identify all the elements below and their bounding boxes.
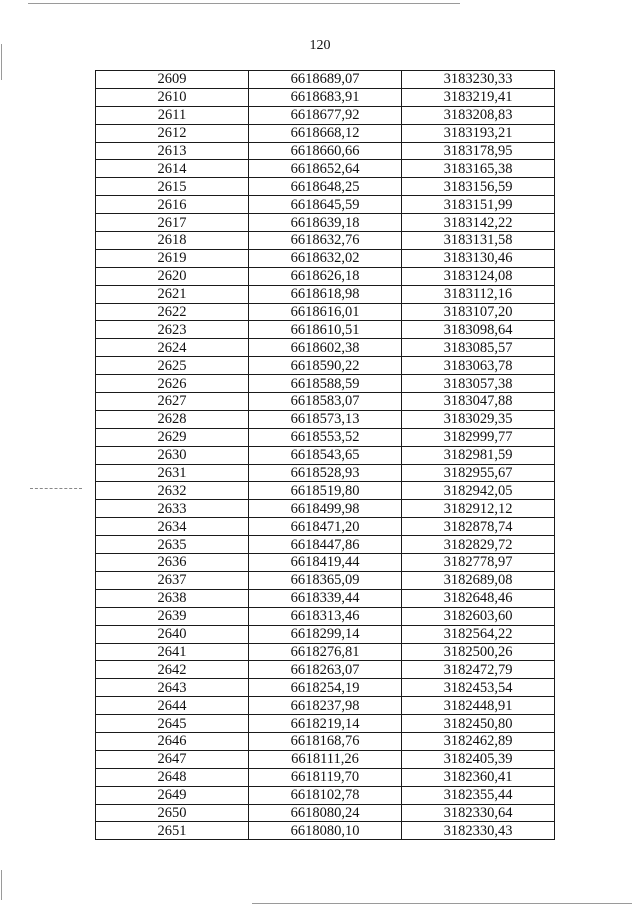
y-coordinate-cell: 3182778,97: [402, 554, 555, 572]
x-coordinate-cell: 6618689,07: [249, 71, 402, 89]
x-coordinate-cell: 6618168,76: [249, 732, 402, 750]
x-coordinate-cell: 6618683,91: [249, 88, 402, 106]
point-number-cell: 2644: [96, 697, 249, 715]
y-coordinate-cell: 3182689,08: [402, 571, 555, 589]
point-number-cell: 2645: [96, 715, 249, 733]
x-coordinate-cell: 6618639,18: [249, 214, 402, 232]
y-coordinate-cell: 3183130,46: [402, 249, 555, 267]
table-row: [96, 428, 555, 446]
point-number-cell: 2642: [96, 661, 249, 679]
table-row: [96, 214, 555, 232]
coordinates-table-body: [96, 71, 555, 840]
table-row: [96, 715, 555, 733]
x-coordinate-cell: 6618583,07: [249, 393, 402, 411]
point-number-cell: 2635: [96, 536, 249, 554]
point-number-cell: 2632: [96, 482, 249, 500]
y-coordinate-cell: 3182648,46: [402, 589, 555, 607]
y-coordinate-cell: 3183142,22: [402, 214, 555, 232]
x-coordinate-cell: 6618616,01: [249, 303, 402, 321]
x-coordinate-cell: 6618276,81: [249, 643, 402, 661]
table-row: [96, 804, 555, 822]
y-coordinate-cell: 3183156,59: [402, 178, 555, 196]
x-coordinate-cell: 6618648,25: [249, 178, 402, 196]
point-number-cell: 2618: [96, 232, 249, 250]
point-number-cell: 2637: [96, 571, 249, 589]
point-number-cell: 2640: [96, 625, 249, 643]
x-coordinate-cell: 6618626,18: [249, 267, 402, 285]
scan-border-left-lower: [1, 870, 2, 900]
x-coordinate-cell: 6618668,12: [249, 124, 402, 142]
point-number-cell: 2621: [96, 285, 249, 303]
x-coordinate-cell: 6618610,51: [249, 321, 402, 339]
table-row: [96, 321, 555, 339]
y-coordinate-cell: 3183112,16: [402, 285, 555, 303]
point-number-cell: 2629: [96, 428, 249, 446]
x-coordinate-cell: 6618254,19: [249, 679, 402, 697]
y-coordinate-cell: 3182450,80: [402, 715, 555, 733]
table-row: [96, 518, 555, 536]
x-coordinate-cell: 6618313,46: [249, 607, 402, 625]
y-coordinate-cell: 3183219,41: [402, 88, 555, 106]
table-row: [96, 697, 555, 715]
table-row: [96, 267, 555, 285]
point-number-cell: 2641: [96, 643, 249, 661]
x-coordinate-cell: 6618632,02: [249, 249, 402, 267]
table-row: [96, 285, 555, 303]
x-coordinate-cell: 6618543,65: [249, 446, 402, 464]
table-row: [96, 178, 555, 196]
y-coordinate-cell: 3183047,88: [402, 393, 555, 411]
y-coordinate-cell: 3182603,60: [402, 607, 555, 625]
x-coordinate-cell: 6618219,14: [249, 715, 402, 733]
table-row: [96, 643, 555, 661]
scan-artifact-dash: [30, 488, 82, 489]
point-number-cell: 2634: [96, 518, 249, 536]
y-coordinate-cell: 3182448,91: [402, 697, 555, 715]
point-number-cell: 2625: [96, 357, 249, 375]
x-coordinate-cell: 6618339,44: [249, 589, 402, 607]
table-row: [96, 536, 555, 554]
x-coordinate-cell: 6618618,98: [249, 285, 402, 303]
table-row: [96, 750, 555, 768]
point-number-cell: 2628: [96, 410, 249, 428]
x-coordinate-cell: 6618119,70: [249, 768, 402, 786]
x-coordinate-cell: 6618553,52: [249, 428, 402, 446]
point-number-cell: 2633: [96, 500, 249, 518]
x-coordinate-cell: 6618080,10: [249, 822, 402, 840]
table-row: [96, 589, 555, 607]
point-number-cell: 2643: [96, 679, 249, 697]
table-row: [96, 196, 555, 214]
table-row: [96, 768, 555, 786]
y-coordinate-cell: 3182330,64: [402, 804, 555, 822]
point-number-cell: 2620: [96, 267, 249, 285]
table-row: [96, 393, 555, 411]
table-row: [96, 571, 555, 589]
y-coordinate-cell: 3182355,44: [402, 786, 555, 804]
scan-border-top: [28, 3, 460, 4]
y-coordinate-cell: 3182500,26: [402, 643, 555, 661]
point-number-cell: 2630: [96, 446, 249, 464]
point-number-cell: 2649: [96, 786, 249, 804]
point-number-cell: 2623: [96, 321, 249, 339]
table-row: [96, 160, 555, 178]
table-row: [96, 232, 555, 250]
x-coordinate-cell: 6618590,22: [249, 357, 402, 375]
point-number-cell: 2639: [96, 607, 249, 625]
point-number-cell: 2636: [96, 554, 249, 572]
table-row: [96, 661, 555, 679]
y-coordinate-cell: 3183124,08: [402, 267, 555, 285]
y-coordinate-cell: 3183193,21: [402, 124, 555, 142]
x-coordinate-cell: 6618588,59: [249, 375, 402, 393]
point-number-cell: 2612: [96, 124, 249, 142]
table-row: [96, 822, 555, 840]
y-coordinate-cell: 3182999,77: [402, 428, 555, 446]
table-row: [96, 303, 555, 321]
y-coordinate-cell: 3182405,39: [402, 750, 555, 768]
x-coordinate-cell: 6618677,92: [249, 106, 402, 124]
point-number-cell: 2648: [96, 768, 249, 786]
point-number-cell: 2638: [96, 589, 249, 607]
point-number-cell: 2651: [96, 822, 249, 840]
page-number: 120: [309, 38, 331, 53]
table-row: [96, 446, 555, 464]
table-row: [96, 106, 555, 124]
y-coordinate-cell: 3182955,67: [402, 464, 555, 482]
y-coordinate-cell: 3182472,79: [402, 661, 555, 679]
y-coordinate-cell: 3182564,22: [402, 625, 555, 643]
table-row: [96, 249, 555, 267]
y-coordinate-cell: 3182942,05: [402, 482, 555, 500]
y-coordinate-cell: 3183085,57: [402, 339, 555, 357]
x-coordinate-cell: 6618499,98: [249, 500, 402, 518]
table-row: [96, 500, 555, 518]
point-number-cell: 2619: [96, 249, 249, 267]
scan-border-bottom: [252, 903, 632, 904]
table-row: [96, 375, 555, 393]
x-coordinate-cell: 6618652,64: [249, 160, 402, 178]
point-number-cell: 2631: [96, 464, 249, 482]
x-coordinate-cell: 6618519,80: [249, 482, 402, 500]
y-coordinate-cell: 3183230,33: [402, 71, 555, 89]
table-row: [96, 124, 555, 142]
point-number-cell: 2611: [96, 106, 249, 124]
x-coordinate-cell: 6618573,13: [249, 410, 402, 428]
x-coordinate-cell: 6618645,59: [249, 196, 402, 214]
point-number-cell: 2646: [96, 732, 249, 750]
table-row: [96, 142, 555, 160]
table-row: [96, 339, 555, 357]
table-row: [96, 357, 555, 375]
x-coordinate-cell: 6618102,78: [249, 786, 402, 804]
point-number-cell: 2626: [96, 375, 249, 393]
point-number-cell: 2616: [96, 196, 249, 214]
x-coordinate-cell: 6618471,20: [249, 518, 402, 536]
table-row: [96, 464, 555, 482]
y-coordinate-cell: 3182878,74: [402, 518, 555, 536]
table-row: [96, 554, 555, 572]
x-coordinate-cell: 6618237,98: [249, 697, 402, 715]
y-coordinate-cell: 3182981,59: [402, 446, 555, 464]
point-number-cell: 2622: [96, 303, 249, 321]
x-coordinate-cell: 6618660,66: [249, 142, 402, 160]
y-coordinate-cell: 3183057,38: [402, 375, 555, 393]
y-coordinate-cell: 3182829,72: [402, 536, 555, 554]
y-coordinate-cell: 3183151,99: [402, 196, 555, 214]
table-row: [96, 625, 555, 643]
point-number-cell: 2613: [96, 142, 249, 160]
y-coordinate-cell: 3183029,35: [402, 410, 555, 428]
x-coordinate-cell: 6618080,24: [249, 804, 402, 822]
y-coordinate-cell: 3182360,41: [402, 768, 555, 786]
y-coordinate-cell: 3183165,38: [402, 160, 555, 178]
x-coordinate-cell: 6618602,38: [249, 339, 402, 357]
y-coordinate-cell: 3183107,20: [402, 303, 555, 321]
point-number-cell: 2609: [96, 71, 249, 89]
x-coordinate-cell: 6618447,86: [249, 536, 402, 554]
y-coordinate-cell: 3182453,54: [402, 679, 555, 697]
point-number-cell: 2617: [96, 214, 249, 232]
table-row: [96, 71, 555, 89]
y-coordinate-cell: 3183178,95: [402, 142, 555, 160]
x-coordinate-cell: 6618263,07: [249, 661, 402, 679]
table-row: [96, 410, 555, 428]
y-coordinate-cell: 3182462,89: [402, 732, 555, 750]
x-coordinate-cell: 6618632,76: [249, 232, 402, 250]
y-coordinate-cell: 3183098,64: [402, 321, 555, 339]
coordinates-table: [95, 70, 555, 840]
table-row: [96, 482, 555, 500]
y-coordinate-cell: 3183063,78: [402, 357, 555, 375]
x-coordinate-cell: 6618528,93: [249, 464, 402, 482]
table-row: [96, 607, 555, 625]
point-number-cell: 2614: [96, 160, 249, 178]
point-number-cell: 2624: [96, 339, 249, 357]
table-row: [96, 679, 555, 697]
y-coordinate-cell: 3183208,83: [402, 106, 555, 124]
point-number-cell: 2610: [96, 88, 249, 106]
table-row: [96, 732, 555, 750]
x-coordinate-cell: 6618111,26: [249, 750, 402, 768]
table-row: [96, 88, 555, 106]
point-number-cell: 2615: [96, 178, 249, 196]
y-coordinate-cell: 3182912,12: [402, 500, 555, 518]
y-coordinate-cell: 3183131,58: [402, 232, 555, 250]
x-coordinate-cell: 6618299,14: [249, 625, 402, 643]
point-number-cell: 2627: [96, 393, 249, 411]
table-row: [96, 786, 555, 804]
x-coordinate-cell: 6618419,44: [249, 554, 402, 572]
point-number-cell: 2647: [96, 750, 249, 768]
y-coordinate-cell: 3182330,43: [402, 822, 555, 840]
point-number-cell: 2650: [96, 804, 249, 822]
x-coordinate-cell: 6618365,09: [249, 571, 402, 589]
